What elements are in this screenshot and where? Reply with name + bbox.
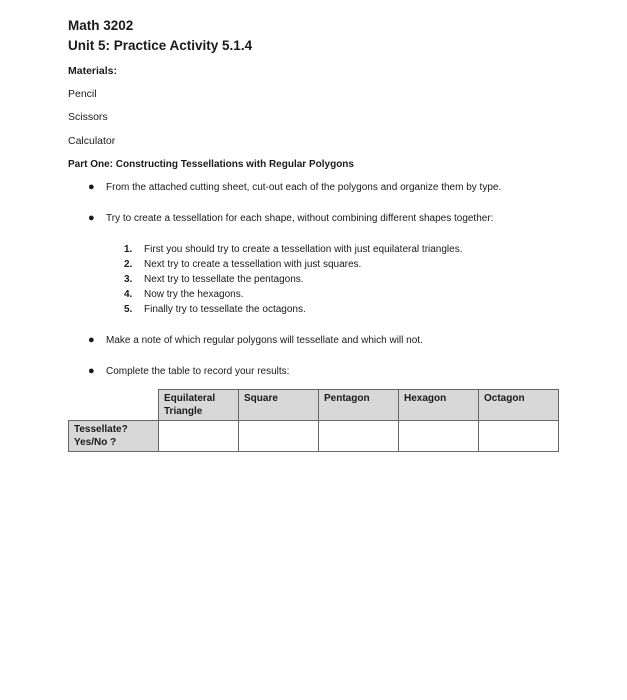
bullet-text: Try to create a tessellation for each shape, without combining different shapes together:: [106, 213, 494, 224]
bullet-icon: ●: [88, 365, 95, 377]
answer-cell-square[interactable]: [239, 421, 319, 452]
results-table: [68, 389, 559, 452]
bullet-icon: ●: [88, 181, 95, 193]
materials-heading: Materials:: [68, 65, 118, 77]
step-item: [124, 259, 361, 270]
step-text: Next try to tessellate the pentagons.: [144, 274, 304, 285]
row-label-line: Tessellate?: [74, 424, 128, 435]
column-header-square: Square: [239, 390, 319, 421]
step-number: 2.: [124, 259, 133, 270]
step-text: Finally try to tessellate the octagons.: [144, 304, 306, 315]
material-item-scissors: Scissors: [68, 111, 108, 123]
answer-cell-octagon[interactable]: [479, 421, 559, 452]
table-header-row: [69, 390, 559, 421]
step-number: 4.: [124, 289, 133, 300]
column-header-hexagon: Hexagon: [399, 390, 479, 421]
column-header-line: Triangle: [164, 406, 203, 417]
column-header-pentagon: Pentagon: [319, 390, 399, 421]
step-number: 1.: [124, 244, 133, 255]
row-label-tessellate: [69, 421, 159, 452]
column-header-octagon: Octagon: [479, 390, 559, 421]
step-item: [124, 304, 306, 315]
part-one-heading: Part One: Constructing Tessellations with Regular Polygons: [68, 159, 354, 170]
table-corner-cell: [69, 390, 159, 421]
step-number: 3.: [124, 274, 133, 285]
bullet-text: Complete the table to record your results:: [106, 366, 290, 377]
bullet-text: From the attached cutting sheet, cut-out each of the polygons and organize them by type.: [106, 182, 502, 193]
material-item-calculator: Calculator: [68, 135, 116, 147]
column-header-equilateral-triangle: [159, 390, 239, 421]
bullet-icon: ●: [88, 334, 95, 346]
bullet-icon: ●: [88, 212, 95, 224]
column-header-line: Equilateral: [164, 393, 216, 404]
answer-cell-pentagon[interactable]: [319, 421, 399, 452]
material-item-pencil: Pencil: [68, 88, 97, 100]
row-label-line: Yes/No ?: [74, 437, 117, 448]
answer-cell-equilateral-triangle[interactable]: [159, 421, 239, 452]
step-item: [124, 244, 463, 255]
step-item: [124, 274, 304, 285]
step-item: [124, 289, 244, 300]
step-text: Now try the hexagons.: [144, 289, 244, 300]
step-text: Next try to create a tessellation with just squares.: [144, 259, 362, 270]
step-number: 5.: [124, 304, 133, 315]
answer-cell-hexagon[interactable]: [399, 421, 479, 452]
step-text: First you should try to create a tessellation with just equilateral triangles.: [144, 244, 463, 255]
bullet-text: Make a note of which regular polygons will tessellate and which will not.: [106, 335, 423, 346]
course-title: Math 3202: [68, 18, 134, 33]
table-row: [69, 421, 559, 452]
unit-title: Unit 5: Practice Activity 5.1.4: [68, 38, 253, 53]
